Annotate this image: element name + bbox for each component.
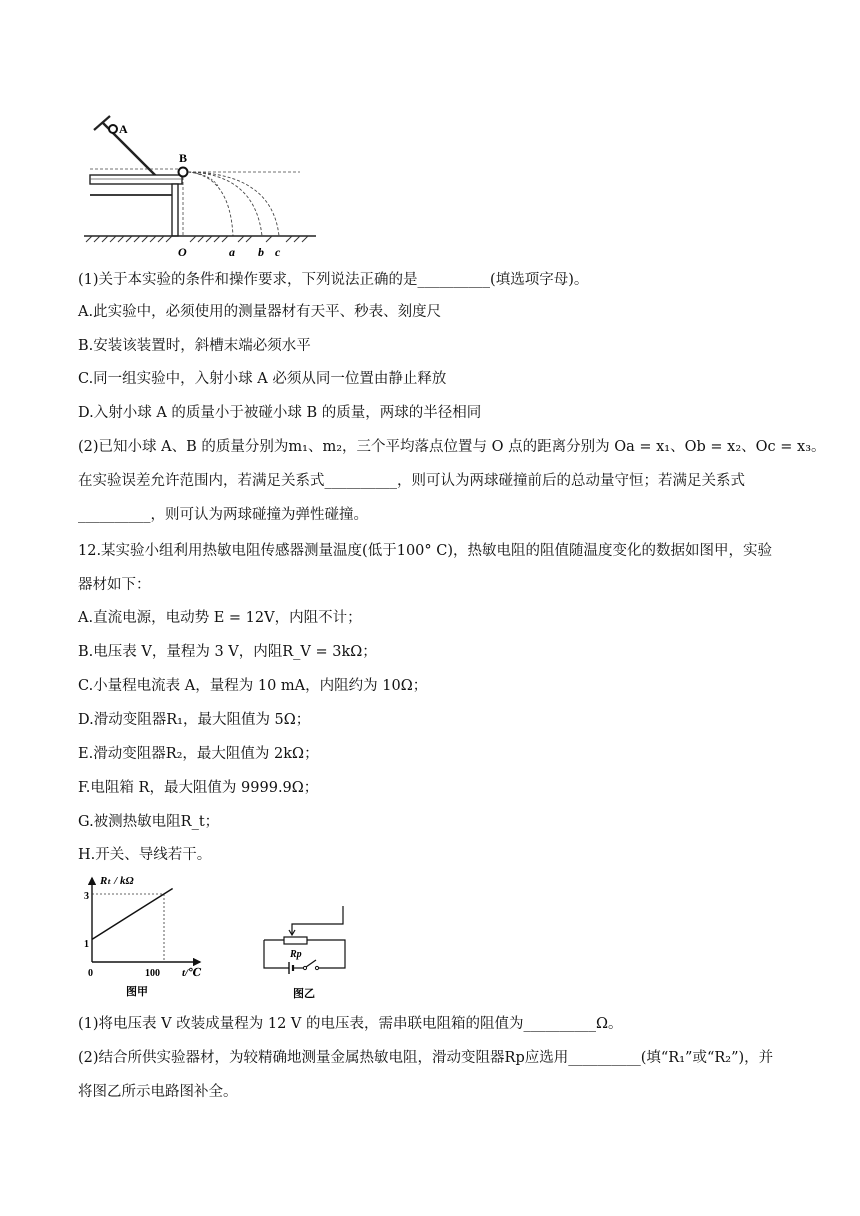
switch bbox=[306, 960, 316, 967]
q11-option-c: C.同一组实验中，入射小球 A 必须从同一位置由静止释放 bbox=[78, 371, 447, 387]
q11-option-b: B.安装该装置时，斜槽末端必须水平 bbox=[78, 338, 311, 354]
x-tick-0: 0 bbox=[88, 968, 93, 979]
q12-stem-line2: 器材如下： bbox=[78, 577, 151, 593]
ball-a bbox=[109, 125, 117, 133]
q12-item-d: D.滑动变阻器R₁，最大阻值为 5Ω； bbox=[78, 712, 311, 728]
circuit-diagram bbox=[256, 902, 366, 1002]
x-axis-label: t/℃ bbox=[182, 967, 202, 979]
label-o: O bbox=[178, 245, 187, 259]
figure-caption-yi: 图乙 bbox=[293, 988, 315, 1000]
label-b: B bbox=[179, 151, 188, 165]
q12-part2-line1: (2)结合所供实验器材，为较精确地测量金属热敏电阻，滑动变阻器Rp应选用__________(填“R₁”或“R₂”)，并 bbox=[78, 1050, 774, 1066]
rheostat bbox=[284, 937, 307, 944]
q12-item-f: F.电阻箱 R，最大阻值为 9999.9Ω； bbox=[78, 780, 319, 796]
q12-item-b: B.电压表 V，量程为 3 V，内阻R_V = 3kΩ； bbox=[78, 644, 377, 660]
q11-part2-line2: 在实验误差允许范围内，若满足关系式__________，则可认为两球碰撞前后的总动量守恒；若满足关系式 bbox=[78, 473, 745, 489]
x-tick-100: 100 bbox=[145, 968, 160, 979]
q12-item-e: E.滑动变阻器R₂，最大阻值为 2kΩ； bbox=[78, 746, 319, 762]
q12-part2-line2: 将图乙所示电路图补全。 bbox=[78, 1084, 238, 1100]
series-line bbox=[92, 889, 173, 940]
figure-caption-jia: 图甲 bbox=[126, 986, 148, 998]
label-a: A bbox=[119, 122, 128, 136]
q12-item-a: A.直流电源，电动势 E = 12V，内阻不计； bbox=[78, 610, 362, 626]
q12-part1: (1)将电压表 V 改装成量程为 12 V 的电压表，需串联电阻箱的阻值为__________Ω。 bbox=[78, 1016, 623, 1032]
collision-apparatus-figure bbox=[80, 112, 320, 262]
rp-label: Rp bbox=[290, 949, 302, 960]
label-a-point: a bbox=[229, 245, 235, 259]
ball-b bbox=[179, 168, 188, 177]
q12-item-h: H.开关、导线若干。 bbox=[78, 847, 212, 863]
q12-item-g: G.被测热敏电阻R_t； bbox=[78, 814, 220, 830]
q11-option-a: A.此实验中，必须使用的测量器材有天平、秒表、刻度尺 bbox=[78, 304, 442, 320]
q11-part1: (1)关于本实验的条件和操作要求，下列说法正确的是__________(填选项字母)。 bbox=[78, 272, 589, 288]
q12-stem-line1: 12.某实验小组利用热敏电阻传感器测量温度(低于100° C)，热敏电阻的阻值随温度变化的数据如图甲，实验 bbox=[78, 543, 772, 559]
y-axis-label: Rₜ / kΩ bbox=[100, 875, 134, 887]
q11-option-d: D.入射小球 A 的质量小于被碰小球 B 的质量，两球的半径相同 bbox=[78, 405, 482, 421]
y-tick-3: 3 bbox=[84, 891, 89, 902]
resistance-temperature-graph bbox=[82, 870, 232, 1005]
label-c-point: c bbox=[275, 245, 281, 259]
q12-item-c: C.小量程电流表 A，量程为 10 mA，内阻约为 10Ω； bbox=[78, 678, 428, 694]
q11-part2-line1: (2)已知小球 A、B 的质量分别为m₁、m₂，三个平均落点位置与 O 点的距离分别为 Oa = x₁、Ob = x₂、Oc = x₃。 bbox=[78, 439, 826, 455]
label-b-point: b bbox=[258, 245, 264, 259]
q11-part2-line3: __________，则可认为两球碰撞为弹性碰撞。 bbox=[78, 507, 368, 523]
y-tick-1: 1 bbox=[84, 939, 89, 950]
